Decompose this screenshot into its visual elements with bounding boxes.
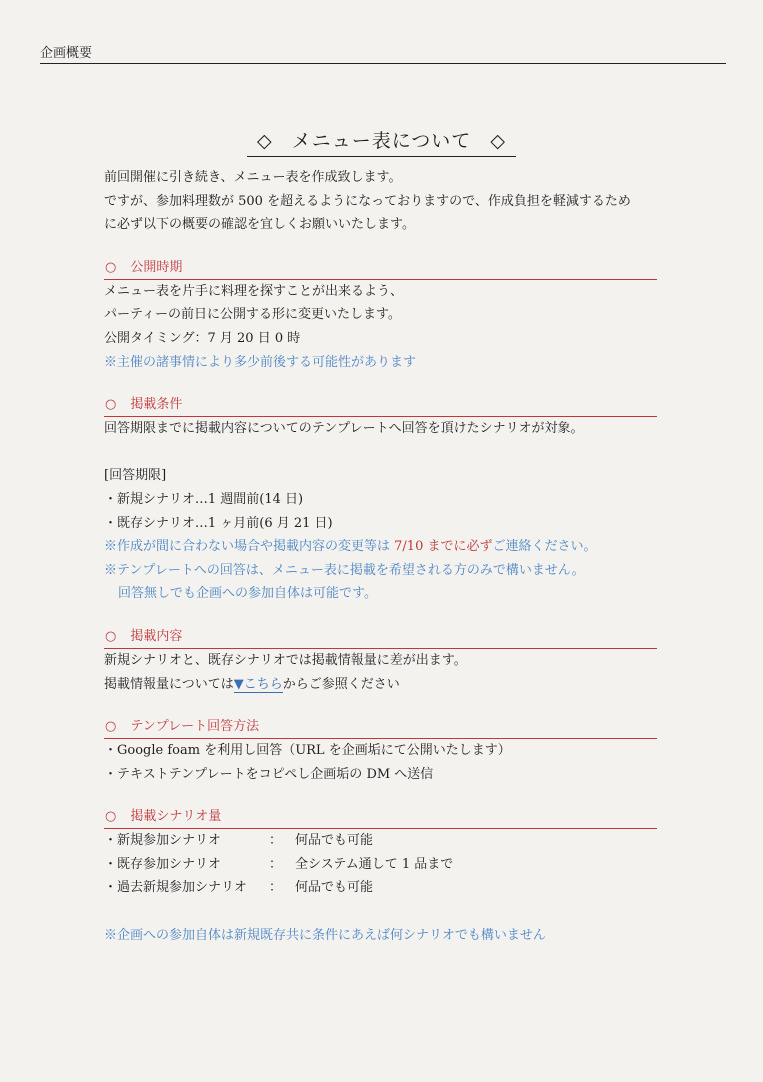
circle-icon: ○: [105, 719, 117, 735]
heading-text: テンプレート回答方法: [130, 719, 260, 735]
amount-row: [104, 853, 664, 877]
conditions-line: 回答期限までに掲載内容についてのテンプレートへ回答を頂けたシナリオが対象。: [104, 421, 584, 437]
deadline-item: ・既存シナリオ…1 ヶ月前(6 月 21 日): [104, 515, 333, 531]
note-text: ※作成が間に合わない場合や掲載内容の変更等は: [104, 539, 391, 555]
section-heading-amount: [104, 806, 657, 829]
page-header: 企画概要: [40, 46, 726, 64]
conditions-note-2: ※テンプレートへの回答は、メニュー表に掲載を希望される方のみで構いません。: [104, 562, 585, 578]
detail-link[interactable]: ▼こちら: [233, 676, 283, 692]
content-text: 掲載情報量については: [104, 676, 234, 692]
amount-label: ・既存参加シナリオ: [104, 856, 221, 872]
amount-sep: ：: [269, 880, 283, 896]
circle-icon: ○: [105, 809, 117, 825]
intro-line: 前回開催に引き続き、メニュー表を作成致します。: [104, 170, 402, 185]
heading-text: 掲載シナリオ量: [130, 809, 222, 825]
publish-line: メニュー表を片手に料理を探すことが出来るよう、: [104, 283, 404, 299]
section-heading-conditions: [104, 394, 657, 417]
amount-label: ・新規参加シナリオ: [104, 833, 221, 849]
footer-note: ※企画への参加自体は新規既存共に条件にあえば何シナリオでも構いません: [104, 927, 546, 943]
heading-text: 公開時期: [130, 259, 183, 275]
publish-timing: 公開タイミング：7 月 20 日 0 時: [104, 330, 301, 346]
content-link-line: [104, 673, 664, 697]
section-heading-template: [104, 716, 657, 739]
conditions-note-1: [104, 535, 664, 559]
publish-note: ※主催の諸事情により多少前後する可能性があります: [104, 354, 417, 370]
amount-row: [104, 876, 664, 900]
title-block: [0, 128, 763, 157]
diamond-left-icon: ◇: [257, 130, 273, 152]
document-body: [104, 166, 664, 947]
amount-row: [104, 829, 664, 853]
content-text: からご参照ください: [282, 676, 400, 692]
deadline-item: ・新規シナリオ…1 週間前(14 日): [104, 491, 304, 507]
note-deadline: 7/10 までに必ず: [390, 539, 493, 555]
conditions-note-3: 回答無しでも企画への参加自体は可能です。: [118, 586, 377, 602]
template-item: ・テキストテンプレートをコピペし企画垢の DM へ送信: [104, 766, 434, 782]
title-text: メニュー表について: [291, 130, 472, 152]
circle-icon: ○: [105, 397, 117, 413]
note-text: ご連絡ください。: [492, 539, 597, 555]
heading-text: 掲載条件: [130, 397, 183, 413]
intro-line: ですが、参加料理数が 500 を超えるようになっておりますので、作成負担を軽減するため: [104, 193, 631, 209]
circle-icon: ○: [105, 628, 117, 644]
diamond-right-icon: ◇: [490, 130, 506, 152]
template-item: ・Google foam を利用し回答（URL を企画垢にて公開いたします）: [104, 743, 511, 759]
amount-value: 全システム通して 1 品まで: [295, 856, 454, 872]
amount-value: 何品でも可能: [295, 833, 374, 849]
amount-value: 何品でも可能: [295, 880, 374, 896]
section-heading-publish: [104, 257, 657, 280]
amount-sep: ：: [269, 856, 283, 872]
amount-sep: ：: [269, 833, 283, 849]
circle-icon: ○: [105, 259, 117, 275]
section-heading-content: [104, 626, 657, 649]
intro-line: に必ず以下の概要の確認を宜しくお願いいたします。: [104, 217, 415, 233]
deadline-label: [回答期限]: [104, 468, 167, 484]
page-title: [247, 128, 516, 157]
amount-label: ・過去新規参加シナリオ: [104, 880, 247, 896]
content-line: 新規シナリオと、既存シナリオでは掲載情報量に差が出ます。: [104, 652, 467, 668]
heading-text: 掲載内容: [130, 628, 183, 644]
publish-line: パーティーの前日に公開する形に変更いたします。: [104, 307, 401, 323]
